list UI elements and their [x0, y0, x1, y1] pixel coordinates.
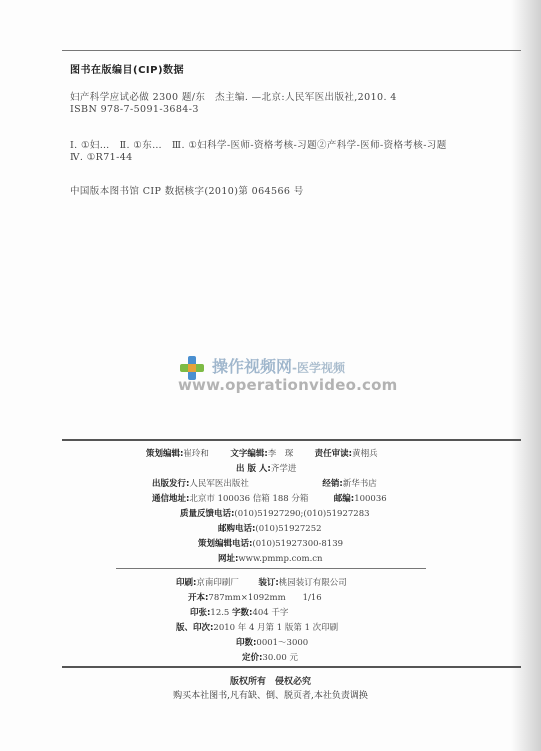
cip-line-4: Ⅳ. ①R71-44 — [70, 152, 133, 163]
publisher: 人民军医出版社 — [189, 479, 249, 489]
website: www.pmmp.com.cn — [238, 554, 323, 564]
edition-label: 版、印次: — [176, 623, 214, 633]
format-label: 开本: — [188, 593, 209, 603]
imprint-row-printer — [176, 576, 347, 588]
publisher-label: 出版发行: — [152, 479, 190, 489]
sheets-label: 印张: — [190, 608, 211, 618]
reviewer: 黄栩兵 — [352, 449, 378, 459]
watermark-cn — [212, 354, 345, 377]
print-run-label: 印数: — [236, 638, 257, 648]
imprint-row-price — [242, 651, 298, 663]
website-label: 网址: — [218, 554, 239, 564]
imprint-row-mail-phone — [218, 522, 322, 534]
watermark-cn-sub: -医学视频 — [292, 361, 345, 375]
cip-line-3: Ⅰ. ①妇… Ⅱ. ①东… Ⅲ. ①妇科学-医师-资格考核-习题②产科学-医师-资格考核-习题 — [70, 140, 447, 151]
imprint-top-rule — [62, 439, 521, 441]
printer: 京南印刷厂 — [196, 578, 239, 588]
quality-phone-label: 质量反馈电话: — [180, 509, 235, 519]
text-editor-label: 文字编辑: — [230, 449, 268, 459]
imprint-mid-rule — [116, 568, 426, 569]
format: 787mm×1092mm 1/16 — [208, 593, 322, 603]
copyright-rule — [62, 666, 521, 668]
planning-phone-label: 策划编辑电话: — [198, 539, 253, 549]
planning-editor-label: 策划编辑: — [146, 449, 184, 459]
page-edge-shadow — [511, 0, 541, 751]
imprint-row-print-run — [236, 636, 308, 648]
cip-line-1: 妇产科学应试必做 2300 题/东 杰主编. —北京:人民军医出版社,2010. 4 — [70, 92, 397, 103]
reviewer-label: 责任审读: — [314, 449, 353, 459]
imprint-row-publisher — [152, 477, 377, 489]
imprint-row-website — [218, 552, 323, 564]
imprint-row-planning-phone — [198, 537, 343, 549]
distributor-label: 经销: — [322, 479, 343, 489]
planning-phone: (010)51927300-8139 — [252, 539, 344, 549]
planning-editor: 崔玲和 — [183, 449, 209, 459]
imprint-row-address — [152, 492, 387, 504]
address-label: 通信地址: — [152, 494, 190, 504]
address: 北京市 100036 信箱 188 分箱 — [189, 494, 309, 504]
binder: 桃园装订有限公司 — [278, 578, 347, 588]
words-label: 字数: — [232, 608, 253, 618]
words: 404 千字 — [252, 608, 289, 618]
imprint-row-format — [188, 591, 322, 603]
top-rule — [62, 50, 521, 51]
copyright-notice: 版权所有 侵权必究 — [229, 677, 311, 687]
postcode-label: 邮编: — [333, 494, 355, 504]
text-editor: 李 琛 — [267, 449, 294, 459]
imprint-row-publisher-person — [236, 462, 296, 474]
publisher-person-label: 出 版 人: — [236, 464, 271, 474]
distributor: 新华书店 — [342, 479, 377, 489]
watermark — [178, 354, 398, 396]
binder-label: 装订: — [258, 578, 279, 588]
print-run: 0001～3000 — [256, 638, 309, 648]
mail-phone: (010)51927252 — [255, 524, 322, 534]
watermark-cn-main: 操作视频网 — [212, 357, 293, 376]
watermark-url: www.operationvideo.com — [178, 376, 398, 394]
quality-phone: (010)51927290;(010)51927283 — [234, 509, 370, 519]
publisher-person: 齐学进 — [270, 464, 297, 474]
printer-label: 印刷: — [176, 578, 197, 588]
sheets: 12.5 — [210, 608, 230, 618]
imprint-row-sheets — [190, 606, 288, 618]
cip-title: 图书在版编目(CIP)数据 — [70, 65, 185, 76]
postcode: 100036 — [354, 494, 387, 504]
imprint-row-edition — [176, 621, 338, 633]
edition: 2010 年 4 月第 1 版第 1 次印刷 — [213, 623, 339, 633]
copyright-exchange-notice: 购买本社图书,凡有缺、倒、脱页者,本社负责调换 — [173, 691, 368, 701]
price: 30.00 元 — [262, 653, 298, 663]
imprint-row-quality-phone — [180, 507, 370, 519]
mail-phone-label: 邮购电话: — [218, 524, 256, 534]
cip-isbn: ISBN 978-7-5091-3684-3 — [70, 104, 199, 115]
price-label: 定价: — [242, 653, 263, 663]
cip-data-number: 中国版本图书馆 CIP 数据核字(2010)第 064566 号 — [70, 186, 304, 197]
imprint-row-editors — [146, 447, 378, 459]
